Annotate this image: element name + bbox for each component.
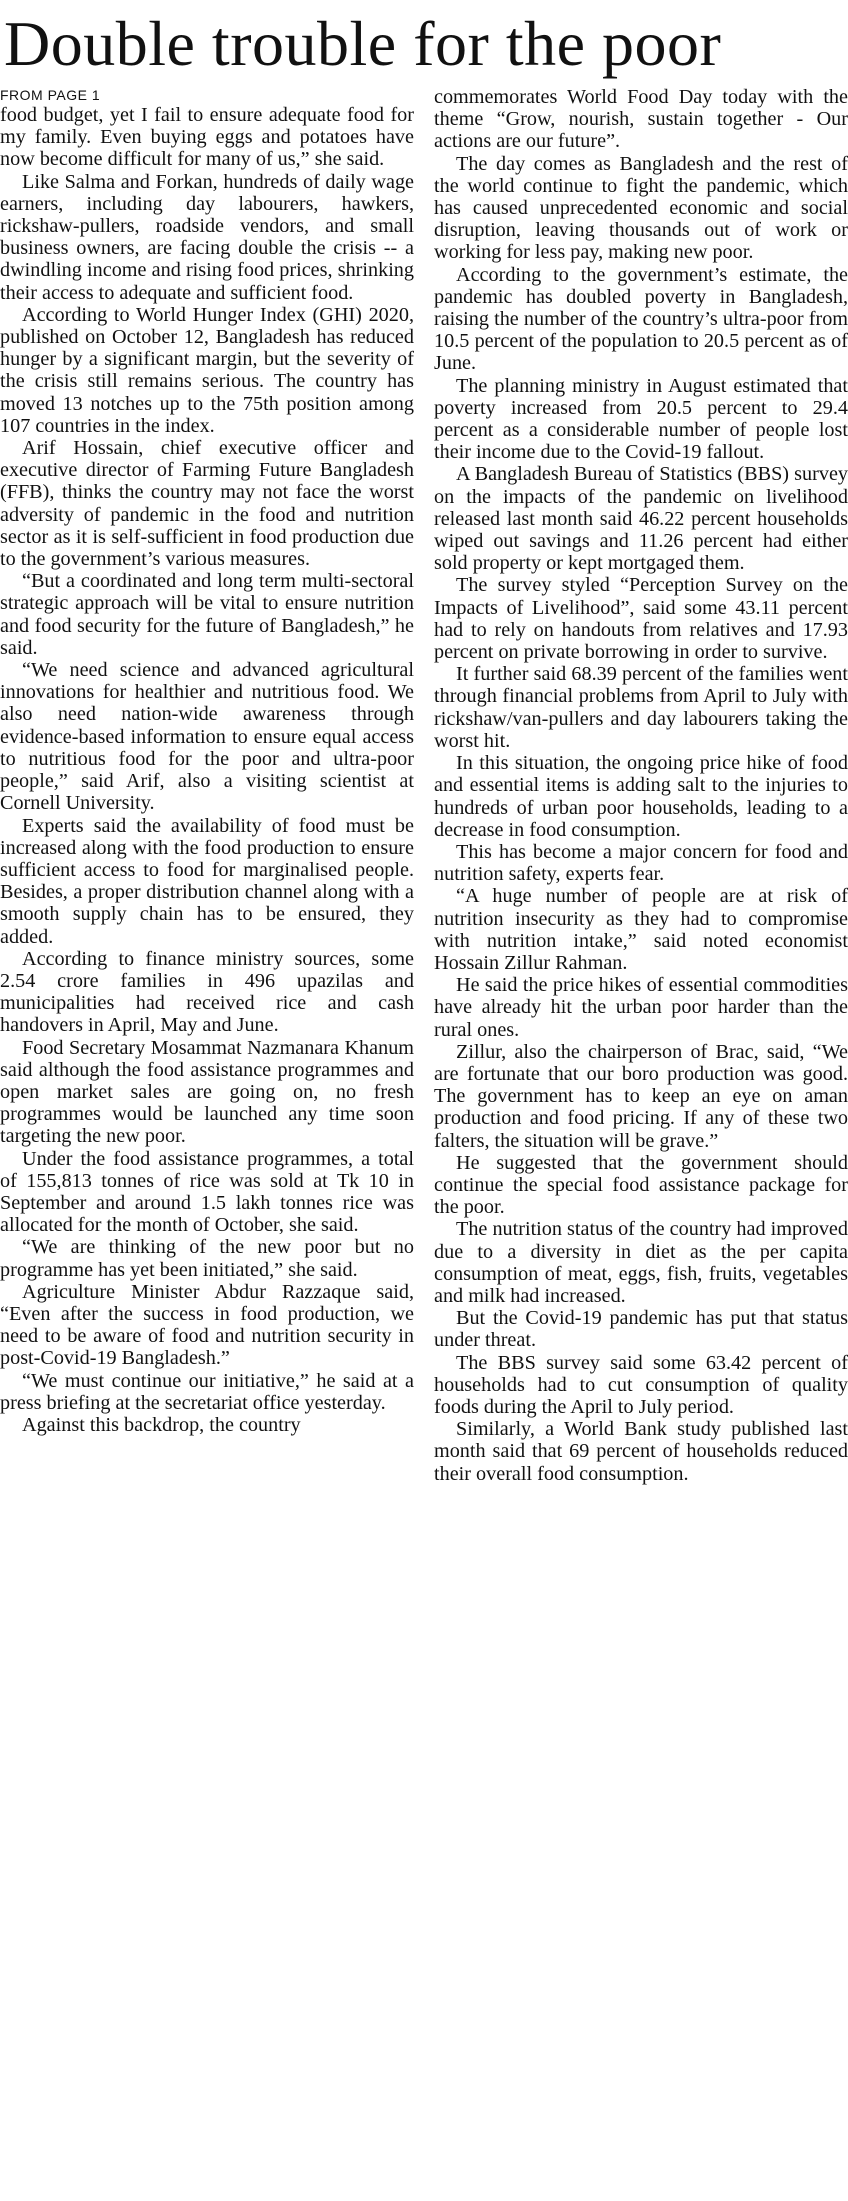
paragraph: Arif Hossain, chief executive officer and executive director of Farming Future Bangladesh (FFB), thinks the country may not face the worst adversity of pandemic in the food and nutrition sector as it is self-sufficient in food production due to the government’s various measures. xyxy=(0,437,414,571)
paragraph: “We are thinking of the new poor but no programme has yet been initiated,” she said. xyxy=(0,1236,414,1281)
paragraph: Like Salma and Forkan, hundreds of daily wage earners, including day labourers, hawkers, rickshaw-pullers, roadside vendors, and small business owners, are facing double the crisis -- a dwindling income and rising food prices, shrinking their access to adequate and sufficient food. xyxy=(0,170,414,304)
paragraph: Similarly, a World Bank study published last month said that 69 percent of households reduced their overall food consumption. xyxy=(434,1418,848,1485)
article-column-left xyxy=(0,86,414,2198)
paragraph: The BBS survey said some 63.42 percent of households had to cut consumption of quality foods during the April to July period. xyxy=(434,1351,848,1418)
paragraph: “A huge number of people are at risk of nutrition insecurity as they had to compromise with nutrition intake,” said noted economist Hossain Zillur Rahman. xyxy=(434,885,848,974)
paragraph: The survey styled “Perception Survey on the Impacts of Livelihood”, said some 43.11 percent had to rely on handouts from relatives and 17.93 percent on private borrowing in order to survive. xyxy=(434,574,848,664)
paragraph: commemorates World Food Day today with the theme “Grow, nourish, sustain together - Our actions are our future”. xyxy=(434,86,848,153)
paragraph: This has become a major concern for food and nutrition safety, experts fear. xyxy=(434,840,848,886)
paragraph: A Bangladesh Bureau of Statistics (BBS) survey on the impacts of the pandemic on livelihood released last month said 46.22 percent households wiped out savings and 11.26 percent had either sold property or kept mortgaged them. xyxy=(434,463,848,575)
paragraph: food budget, yet I fail to ensure adequate food for my family. Even buying eggs and potatoes have now become difficult for many of us,” she said. xyxy=(0,104,414,171)
paragraph: “We need science and advanced agricultural innovations for healthier and nutritious food. We also need nation-wide awareness through evidence-based information to ensure equal access to nutritious food for the poor and ultra-poor people,” said Arif, also a visiting scientist at Cornell University. xyxy=(0,659,414,815)
paragraph: He said the price hikes of essential commodities have already hit the urban poor harder than the rural ones. xyxy=(434,974,848,1041)
paragraph: “We must continue our initiative,” he said at a press briefing at the secretariat office yesterday. xyxy=(0,1369,414,1414)
paragraph: The planning ministry in August estimated that poverty increased from 20.5 percent to 29.4 percent as a considerable number of people lost their income due to the Covid-19 fallout. xyxy=(434,374,848,464)
paragraph: The day comes as Bangladesh and the rest of the world continue to fight the pandemic, which has caused unprecedented economic and social disruption, leaving thousands out of work or working for less pay, making new poor. xyxy=(434,152,848,264)
paragraph: “But a coordinated and long term multi-sectoral strategic approach will be vital to ensure nutrition and food security for the future of Bangladesh,” he said. xyxy=(0,570,414,659)
paragraph: Experts said the availability of food must be increased along with the food production to ensure sufficient access to food for marginalised people. Besides, a proper distribution channel along with a smooth supply chain has to be ensured, they added. xyxy=(0,814,414,948)
paragraph: Food Secretary Mosammat Nazmanara Khanum said although the food assistance programmes and open market sales are going on, no fresh programmes would be launched any time soon targeting the new poor. xyxy=(0,1036,414,1148)
paragraph: The nutrition status of the country had improved due to a diversity in diet as the per capita consumption of meat, eggs, fish, fruits, vegetables and milk had increased. xyxy=(434,1218,848,1307)
jump-label: FROM PAGE 1 xyxy=(0,87,101,103)
paragraph: But the Covid-19 pandemic has put that status under threat. xyxy=(434,1307,848,1352)
headline: Double trouble for the poor xyxy=(4,8,722,79)
paragraph: Under the food assistance programmes, a total of 155,813 tonnes of rice was sold at Tk 10 in September and around 1.5 lakh tonnes rice was allocated for the month of October, she said. xyxy=(0,1147,414,1237)
paragraph: According to World Hunger Index (GHI) 2020, published on October 12, Bangladesh has reduced hunger by a significant margin, but the severity of the crisis still remains serious. The country has moved 13 notches up to the 75th position among 107 countries in the index. xyxy=(0,303,414,437)
paragraph: He suggested that the government should continue the special food assistance package for the poor. xyxy=(434,1151,848,1219)
paragraph: According to finance ministry sources, some 2.54 crore families in 496 upazilas and municipalities had received rice and cash handovers in April, May and June. xyxy=(0,947,414,1037)
paragraph: It further said 68.39 percent of the families went through financial problems from April to July with rickshaw/van-pullers and day labourers taking the worst hit. xyxy=(434,663,848,752)
paragraph: In this situation, the ongoing price hike of food and essential items is adding salt to the injuries to hundreds of urban poor households, leading to a decrease in food consumption. xyxy=(434,752,848,841)
paragraph: According to the government’s estimate, the pandemic has doubled poverty in Bangladesh, raising the number of the country’s ultra-poor from 10.5 percent of the population to 20.5 percent as of June. xyxy=(434,263,848,375)
paragraph: Zillur, also the chairperson of Brac, said, “We are fortunate that our boro production was good. The government has to keep an eye on aman production and food pricing. If any of these two falters, the situation will be grave.” xyxy=(434,1040,848,1152)
paragraph: Against this backdrop, the country xyxy=(22,1413,301,1436)
article-column-right xyxy=(434,86,848,2198)
paragraph: Agriculture Minister Abdur Razzaque said, “Even after the success in food production, we need to be aware of food and nutrition security in post-Covid-19 Bangladesh.” xyxy=(0,1280,414,1370)
